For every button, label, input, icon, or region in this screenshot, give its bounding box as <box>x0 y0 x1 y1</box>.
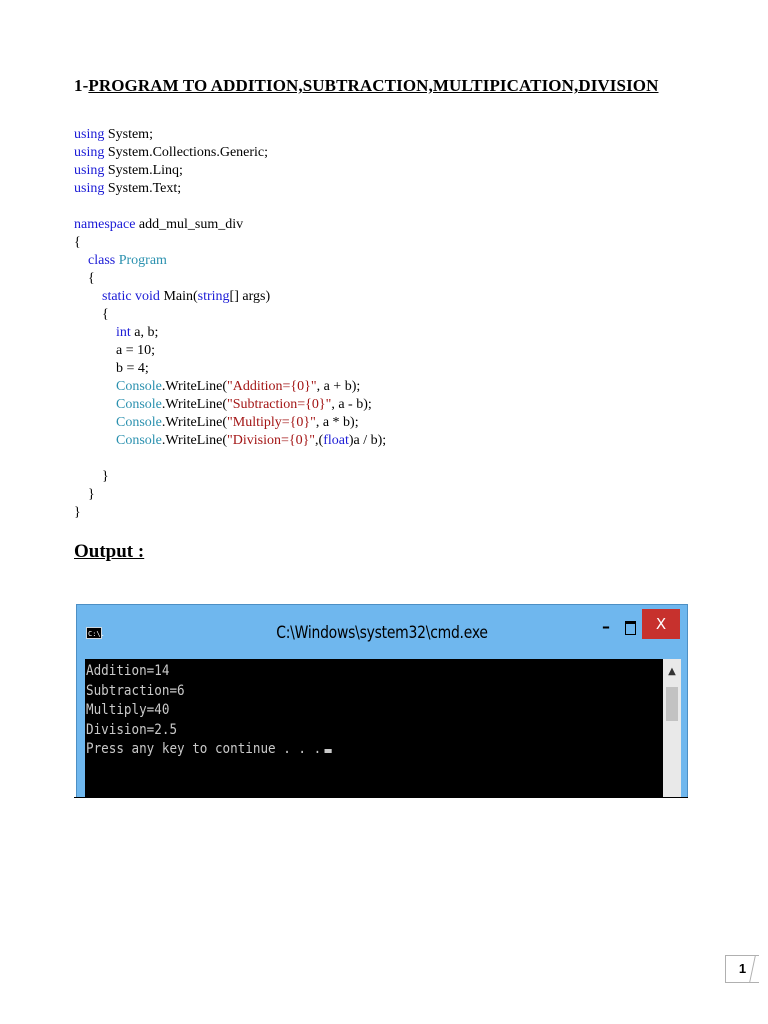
code-token: "Multiply={0}" <box>227 415 316 430</box>
console-cursor <box>325 749 332 753</box>
code-line <box>74 450 386 468</box>
console-line: Division=2.5 <box>86 721 178 738</box>
cmd-app-icon[interactable]: C:\. <box>86 627 102 639</box>
cmd-window <box>76 604 688 798</box>
page-number: 1 <box>725 955 759 983</box>
code-token: { <box>74 235 81 250</box>
code-token: string <box>197 289 230 304</box>
code-token: , a * b); <box>315 415 359 430</box>
code-token: Console <box>116 397 162 412</box>
cmd-window-title: C:\Windows\system32\cmd.exe <box>276 623 488 643</box>
code-line <box>74 234 386 252</box>
code-line <box>74 414 386 432</box>
code-line <box>74 324 386 342</box>
code-token: } <box>74 487 95 502</box>
code-token: System; <box>104 127 153 142</box>
code-token: .WriteLine( <box>161 433 228 448</box>
code-line <box>74 162 386 180</box>
console-line: Multiply=40 <box>86 702 170 718</box>
code-line <box>74 270 386 288</box>
code-token: { <box>74 271 95 286</box>
cmd-console[interactable] <box>85 659 663 798</box>
code-token: , a + b); <box>316 379 361 394</box>
code-token: .WriteLine( <box>161 415 228 430</box>
code-token: ,( <box>315 433 324 448</box>
code-token: using <box>74 163 105 178</box>
code-line <box>74 306 386 324</box>
code-token: add_mul_sum_div <box>135 217 244 232</box>
code-line <box>74 252 386 270</box>
code-token <box>74 325 116 340</box>
output-label: Output : <box>74 541 145 562</box>
code-token: [] args) <box>229 289 271 304</box>
code-token: System.Collections.Generic; <box>104 145 269 160</box>
console-line: Press any key to continue . . . <box>86 740 605 760</box>
code-line <box>74 342 386 360</box>
code-token: Console <box>116 379 162 394</box>
console-line: Subtraction=6 <box>86 682 185 699</box>
code-line <box>74 468 386 486</box>
code-token: , a - b); <box>331 397 372 412</box>
code-token <box>74 433 116 448</box>
code-token: } <box>74 505 81 520</box>
cmd-scrollbar[interactable] <box>663 659 681 798</box>
code-token: float <box>323 433 349 448</box>
scroll-up-arrow-icon[interactable]: ▲ <box>668 666 676 677</box>
code-token: using <box>74 145 105 160</box>
code-token: a, b; <box>130 325 159 340</box>
code-token: )a / b); <box>348 433 387 448</box>
code-token <box>74 415 116 430</box>
code-line <box>74 396 386 414</box>
code-token: b = 4; <box>74 361 149 376</box>
code-token: class <box>88 253 116 268</box>
document-heading <box>74 76 659 96</box>
code-line <box>74 378 386 396</box>
code-line <box>74 486 386 504</box>
divider-line <box>74 797 688 798</box>
code-token: "Addition={0}" <box>227 379 317 394</box>
code-token: } <box>74 469 109 484</box>
code-token: Main( <box>159 289 198 304</box>
code-block <box>74 126 386 522</box>
console-line: Addition=14 <box>86 663 170 679</box>
code-token: System.Text; <box>104 181 182 196</box>
code-token <box>74 379 116 394</box>
code-line <box>74 126 386 144</box>
cmd-titlebar[interactable] <box>77 605 687 659</box>
code-token: using <box>74 181 105 196</box>
code-line <box>74 180 386 198</box>
code-line <box>74 198 386 216</box>
code-token <box>74 253 88 268</box>
heading-prefix: 1- <box>74 76 89 95</box>
code-line <box>74 504 386 522</box>
code-line <box>74 432 386 450</box>
maximize-button[interactable] <box>620 617 642 639</box>
code-token: using <box>74 127 105 142</box>
code-token <box>74 397 116 412</box>
code-token: Console <box>116 433 162 448</box>
code-line <box>74 216 386 234</box>
code-token: System.Linq; <box>104 163 183 178</box>
code-token <box>74 289 102 304</box>
code-line <box>74 360 386 378</box>
code-line <box>74 288 386 306</box>
code-token: static <box>102 289 132 304</box>
code-token: a = 10; <box>74 343 155 358</box>
minimize-button[interactable]: – <box>602 617 610 636</box>
code-line <box>74 144 386 162</box>
code-token: Program <box>118 253 167 268</box>
code-token: void <box>135 289 160 304</box>
maximize-icon <box>625 621 636 635</box>
code-token: "Division={0}" <box>227 433 316 448</box>
heading-title: PROGRAM TO ADDITION,SUBTRACTION,MULTIPICATION,DIVISION <box>88 76 659 95</box>
close-button[interactable]: X <box>642 609 680 639</box>
code-token: Console <box>116 415 162 430</box>
code-token: "Subtraction={0}" <box>227 397 332 412</box>
code-token: .WriteLine( <box>161 397 228 412</box>
code-token: { <box>74 307 109 322</box>
code-token: .WriteLine( <box>161 379 228 394</box>
scrollbar-thumb[interactable] <box>666 687 678 721</box>
code-token: namespace <box>74 217 136 232</box>
code-token: int <box>116 325 131 340</box>
